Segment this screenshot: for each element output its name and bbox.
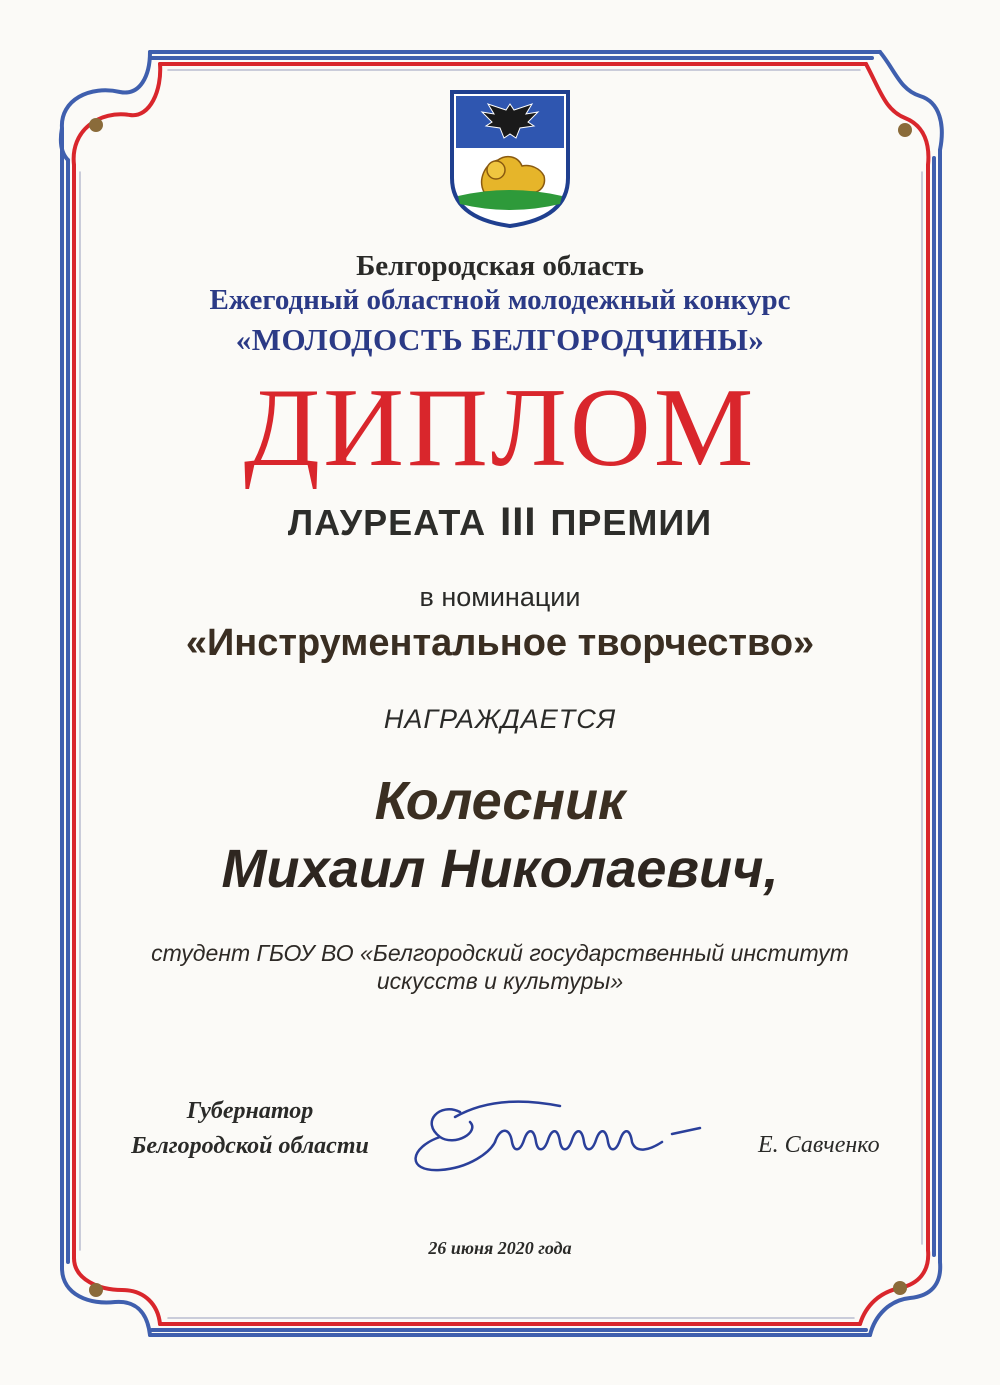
signatory-title-line-1: Губернатор bbox=[186, 1098, 314, 1124]
corner-swirl-bottom-right bbox=[870, 1262, 940, 1335]
region-name: Белгородская область bbox=[356, 250, 644, 282]
signatory-title-line-2: Белгородской области bbox=[131, 1133, 369, 1159]
issue-date: 26 июня 2020 года bbox=[428, 1238, 572, 1258]
awarded-label: НАГРАЖДАЕТСЯ bbox=[383, 704, 617, 734]
laureate-line bbox=[0, 500, 1000, 545]
handwritten-signature bbox=[400, 1092, 730, 1182]
contest-description: Ежегодный областной молодежный конкурс bbox=[209, 284, 791, 316]
laureate-word: ЛАУРЕАТА bbox=[287, 502, 487, 543]
recipient-surname: Колесник bbox=[374, 771, 626, 831]
prize-word: ПРЕМИИ bbox=[550, 502, 713, 543]
signatory-name: Е. Савченко bbox=[758, 1132, 880, 1158]
prize-rank: III bbox=[500, 500, 537, 544]
nomination-name: «Инструментальное творчество» bbox=[185, 622, 815, 664]
recipient-given-names: Михаил Николаевич, bbox=[221, 839, 779, 899]
contest-name: «МОЛОДОСТЬ БЕЛГОРОДЧИНЫ» bbox=[235, 322, 765, 357]
affiliation-line-1: студент ГБОУ ВО «Белгородский государственный институт bbox=[151, 940, 849, 966]
corner-swirl-bottom-left bbox=[62, 1268, 150, 1335]
affiliation-line-2: искусств и культуры» bbox=[376, 968, 624, 994]
diploma-title: ДИПЛОМ bbox=[243, 366, 757, 490]
corner-swirl-top-right bbox=[880, 52, 942, 150]
nomination-label: в номинации bbox=[419, 582, 581, 612]
belgorod-coat-of-arms-icon bbox=[448, 88, 572, 230]
